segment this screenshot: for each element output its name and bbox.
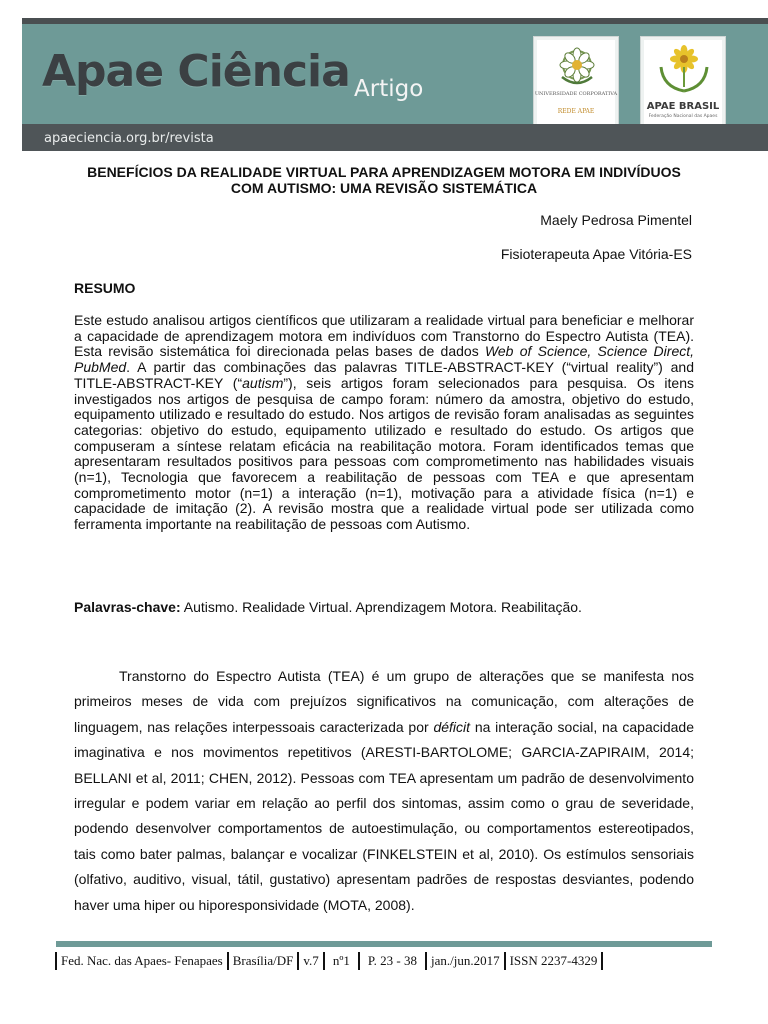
abstract-text (74, 313, 694, 533)
header-bar (22, 124, 768, 151)
hands-flower-icon (641, 37, 727, 101)
body-paragraph (74, 664, 694, 918)
keywords (74, 599, 694, 615)
footer-date: jan./jun.2017 (425, 952, 504, 970)
apae-brasil-logo (640, 36, 726, 134)
abstract-heading: RESUMO (74, 280, 136, 296)
logo-caption: APAE BRASIL (646, 101, 720, 112)
body-italic: déficit (433, 718, 471, 735)
journal-header (22, 18, 768, 151)
footer-volume: v.7 (297, 952, 322, 970)
logo-caption-secondary: Federação Nacional das Apaes (648, 114, 718, 119)
citation-footer (55, 951, 715, 971)
section-label: Artigo (354, 76, 424, 102)
logo-caption-secondary: REDE APAE (557, 108, 595, 115)
universidade-corporativa-logo (533, 36, 619, 134)
footer-issn: ISSN 2237-4329 (504, 952, 604, 970)
author-affiliation: Fisioterapeuta Apae Vitória-ES (500, 246, 692, 262)
footer-city: Brasília/DF (227, 952, 298, 970)
footer-pages: P. 23 - 38 (358, 952, 425, 970)
footer-rule (56, 941, 712, 947)
body-part: Transtorno do Espectro Autista (TEA) é um grupo de alterações que se manifesta nos primeiros meses de vida com prejuízos significativos na comunicação, com alterações de linguagem, nas relações interpessoais caracterizada por (74, 668, 694, 735)
abstract-italic: autism (242, 374, 284, 391)
flower-icon (534, 37, 620, 93)
abstract-part: ”), seis artigos foram selecionados para pesquisa. Os itens investigados nos artigos de pesquisa de campo foram: número da amostra, objetivo do estudo, equipamento utilizado e resultado do estudo. Nos artigos de revisão foram analisadas as seguintes categorias: objetivo do estudo, equipamento utilizado e resultado do estudo. Os artigos que compuseram a síntese relatam eficácia na reabilitação motora. Foram identificados temas que apresentaram resultados positivos para pessoas com comprometimento nas habilidades visuais (n=1), Tecnologia que favorecem a reabilitação de pessoas com TEA e que apresentam comprometimento motor (n=1) a interação (n=1), motivação para a atividade física (n=1) e capacidade de imitação (2). A revisão mostra que a realidade virtual pode ser utilizada como ferramenta importante na reabilitação de pessoas com Autismo. (74, 374, 695, 533)
site-url[interactable]: apaeciencia.org.br/revista (44, 131, 214, 146)
abstract-part: Este estudo analisou artigos científicos que utilizaram a realidade virtual para beneficiar e melhorar a capacidade de aprendizagem motora em indivíduos com Transtorno do Espectro Autista (TEA). Esta revisão sistemática foi direcionada pelas bases de dados (74, 312, 694, 360)
abstract-italic: Web of Science, Science Direct, PubMed (74, 343, 695, 376)
logo-caption: UNIVERSIDADE CORPORATIVA (534, 91, 618, 97)
article-title: BENEFÍCIOS DA REALIDADE VIRTUAL PARA APRENDIZAGEM MOTORA EM INDIVÍDUOS COM AUTISMO: UMA REVISÃO SISTEMÁTICA (87, 164, 681, 196)
footer-number: nº1 (323, 952, 358, 970)
footer-publisher: Fed. Nac. das Apaes- Fenapaes (55, 952, 227, 970)
keywords-list: Autismo. Realidade Virtual. Aprendizagem Motora. Reabilitação. (183, 599, 582, 615)
journal-brand: Apae Ciência (42, 46, 350, 97)
abstract-part: . A partir das combinações das palavras TITLE-ABSTRACT-KEY (“virtual reality”) and TITLE-ABSTRACT-KEY (“ (74, 359, 694, 391)
keywords-label: Palavras-chave: (74, 599, 181, 615)
author-name: Maely Pedrosa Pimentel (540, 212, 692, 228)
body-part: na interação social, na capacidade imaginativa e nos movimentos repetitivos (ARESTI-BARTOLOME; GARCIA-ZAPIRAIM, 2014; BELLANI et al, 2011; CHEN, 2012). Pessoas com TEA apresentam um padrão de desenvolvimento irregular e podem variar em relação ao perfil dos sintomas, assim como o grau de severidade, podendo desenvolver comportamentos de autoestimulação, ou comportamentos estereotipados, tais como bater palmas, balançar e vocalizar (FINKELSTEIN et al, 2010). Os estímulos sensoriais (olfativo, auditivo, visual, tátil, gustativo) apresentam padrões de respostas desviantes, podendo haver uma hiper ou hiporesponsividade (MOTA, 2008). (74, 718, 694, 913)
